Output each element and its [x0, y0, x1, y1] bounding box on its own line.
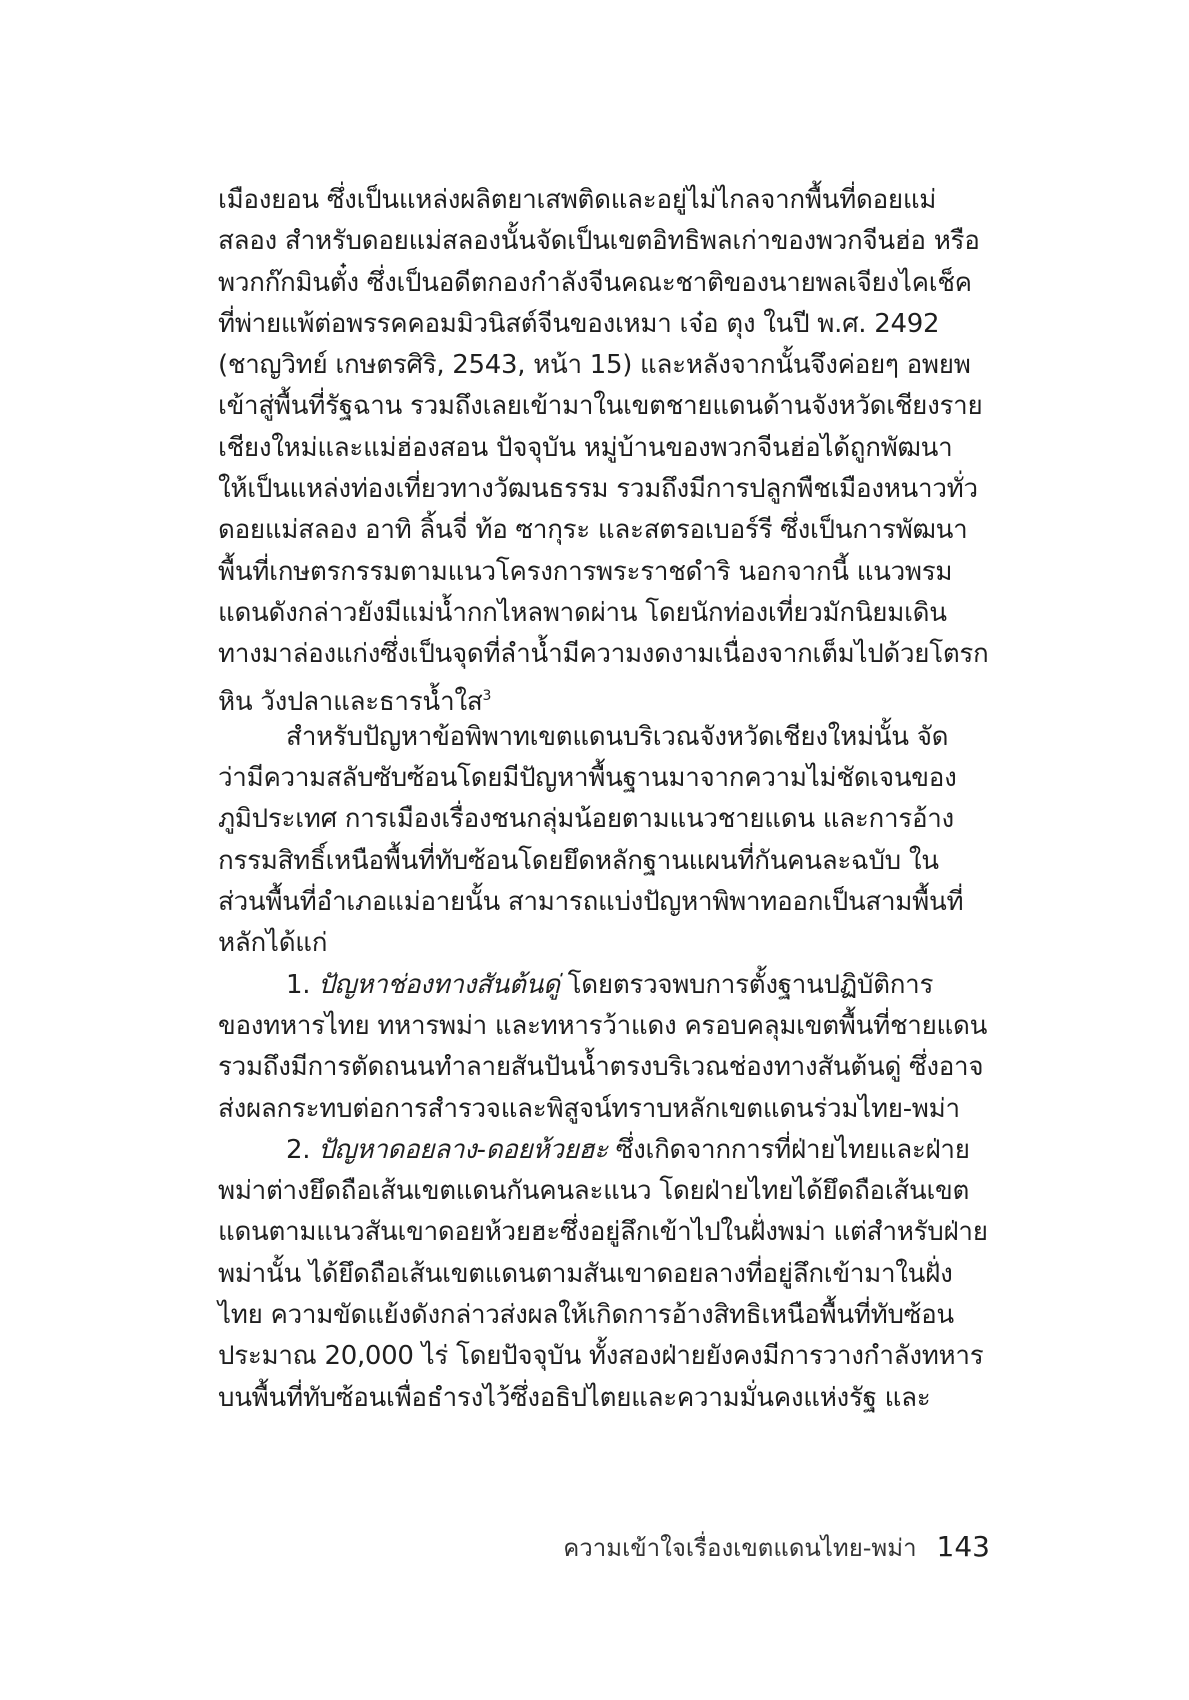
list-item: [218, 1130, 988, 1419]
text-line: ดอยแม่สลอง อาทิ ลิ้นจี่ ท้อ ซากุระ และสตรอเบอร์รี ซึ่งเป็นการพัฒนา: [218, 515, 968, 546]
item-number: 1.: [286, 969, 311, 1000]
text-line: เชียงใหม่และแม่ฮ่องสอน ปัจจุบัน หมู่บ้านของพวกจีนฮ่อได้ถูกพัฒนา: [218, 432, 953, 463]
text-line: พม่านั้น ได้ยึดถือเส้นเขตแดนตามสันเขาดอยลางที่อยู่ลึกเข้ามาในฝั่ง: [218, 1258, 953, 1289]
text-line: [218, 965, 988, 1006]
text-line: ว่ามีความสลับซับซ้อนโดยมีปัญหาพื้นฐานมาจากความไม่ชัดเจนของ: [218, 763, 957, 794]
text-line: ส่วนพื้นที่อำเภอแม่อายนั้น สามารถแบ่งปัญหาพิพาทออกเป็นสามพื้นที่: [218, 887, 964, 918]
text-line: พวกก๊กมินตั๋ง ซึ่งเป็นอดีตกองกำลังจีนคณะชาติของนายพลเจียงไคเช็ค: [218, 267, 972, 298]
page-footer: [563, 1528, 990, 1567]
text-line: ให้เป็นแหล่งท่องเที่ยวทางวัฒนธรรม รวมถึงมีการปลูกพืชเมืองหนาวทั่ว: [218, 474, 978, 505]
text-line: พม่าต่างยึดถือเส้นเขตแดนกันคนละแนว โดยฝ่ายไทยได้ยึดถือเส้นเขต: [218, 1176, 970, 1207]
page-number: 143: [936, 1530, 990, 1563]
text-fragment: ซึ่งเกิดจากการที่ฝ่ายไทยและฝ่าย: [607, 1134, 970, 1165]
item-heading: ปัญหาช่องทางสันต้นดู่: [318, 969, 560, 1000]
text-line: พื้นที่เกษตรกรรมตามแนวโครงการพระราชดำริ นอกจากนี้ แนวพรม: [218, 556, 953, 587]
text-line: ที่พ่ายแพ้ต่อพรรคคอมมิวนิสต์จีนของเหมา เจ๋อ ตุง ในปี พ.ศ. 2492: [218, 308, 940, 339]
text-line: เข้าสู่พื้นที่รัฐฉาน รวมถึงเลยเข้ามาในเขตชายแดนด้านจังหวัดเชียงราย: [218, 391, 983, 422]
item-heading: ปัญหาดอยลาง-ดอยห้วยฮะ: [318, 1134, 608, 1165]
text-line: สำหรับปัญหาข้อพิพาทเขตแดนบริเวณจังหวัดเชียงใหม่นั้น จัด: [286, 721, 949, 752]
paragraph: [218, 717, 988, 965]
text-line: รวมถึงมีการตัดถนนทำลายสันปันน้ำตรงบริเวณช่องทางสันต้นดู่ ซึ่งอาจ: [218, 1052, 984, 1083]
text-fragment: โดยตรวจพบการตั้งฐานปฏิบัติการ: [559, 969, 934, 1000]
text-line: แดนดังกล่าวยังมีแม่น้ำกกไหลพาดผ่าน โดยนักท่องเที่ยวมักนิยมเดิน: [218, 597, 947, 628]
text-line: ภูมิประเทศ การเมืองเรื่องชนกลุ่มน้อยตามแนวชายแดน และการอ้าง: [218, 804, 954, 835]
text-line: (ชาญวิทย์ เกษตรศิริ, 2543, หน้า 15) และหลังจากนั้นจึงค่อยๆ อพยพ: [218, 350, 971, 381]
item-number: 2.: [286, 1134, 311, 1165]
text-line: [218, 1130, 988, 1171]
running-title: ความเข้าใจเรื่องเขตแดนไทย-พม่า: [563, 1534, 917, 1562]
text-line: หลักได้แก่: [218, 928, 328, 959]
text-line: แดนตามแนวสันเขาดอยห้วยฮะซึ่งอยู่ลึกเข้าไปในฝั่งพม่า แต่สำหรับฝ่าย: [218, 1217, 988, 1248]
text-line: สลอง สำหรับดอยแม่สลองนั้นจัดเป็นเขตอิทธิพลเก่าของพวกจีนฮ่อ หรือ: [218, 226, 980, 257]
body-text: [218, 180, 988, 1419]
text-line: [218, 676, 988, 717]
text-line: บนพื้นที่ทับซ้อนเพื่อธำรงไว้ซึ่งอธิปไตยและความมั่นคงแห่งรัฐ และ: [218, 1382, 931, 1413]
text-line: ของทหารไทย ทหารพม่า และทหารว้าแดง ครอบคลุมเขตพื้นที่ชายแดน: [218, 1010, 988, 1041]
text-line: กรรมสิทธิ์เหนือพื้นที่ทับซ้อนโดยยึดหลักฐานแผนที่กันคนละฉบับ ใน: [218, 845, 939, 876]
paragraph: [218, 180, 988, 717]
text-line: เมืองยอน ซึ่งเป็นแหล่งผลิตยาเสพติดและอยู่ไม่ไกลจากพื้นที่ดอยแม่: [218, 185, 937, 215]
list-item: [218, 965, 988, 1130]
text-fragment: หิน วังปลาและธารน้ำใส: [218, 686, 483, 717]
text-line: ประมาณ 20,000 ไร่ โดยปัจจุบัน ทั้งสองฝ่ายยังคงมีการวางกำลังทหาร: [218, 1341, 984, 1372]
text-line: ทางมาล่องแก่งซึ่งเป็นจุดที่ลำน้ำมีความงดงามเนื่องจากเต็มไปด้วยโตรก: [218, 639, 989, 670]
text-line: ส่งผลกระทบต่อการสำรวจและพิสูจน์ทราบหลักเขตแดนร่วมไทย-พม่า: [218, 1093, 960, 1124]
footnote-marker[interactable]: 3: [482, 687, 492, 704]
text-line: ไทย ความขัดแย้งดังกล่าวส่งผลให้เกิดการอ้างสิทธิเหนือพื้นที่ทับซ้อน: [218, 1300, 954, 1331]
